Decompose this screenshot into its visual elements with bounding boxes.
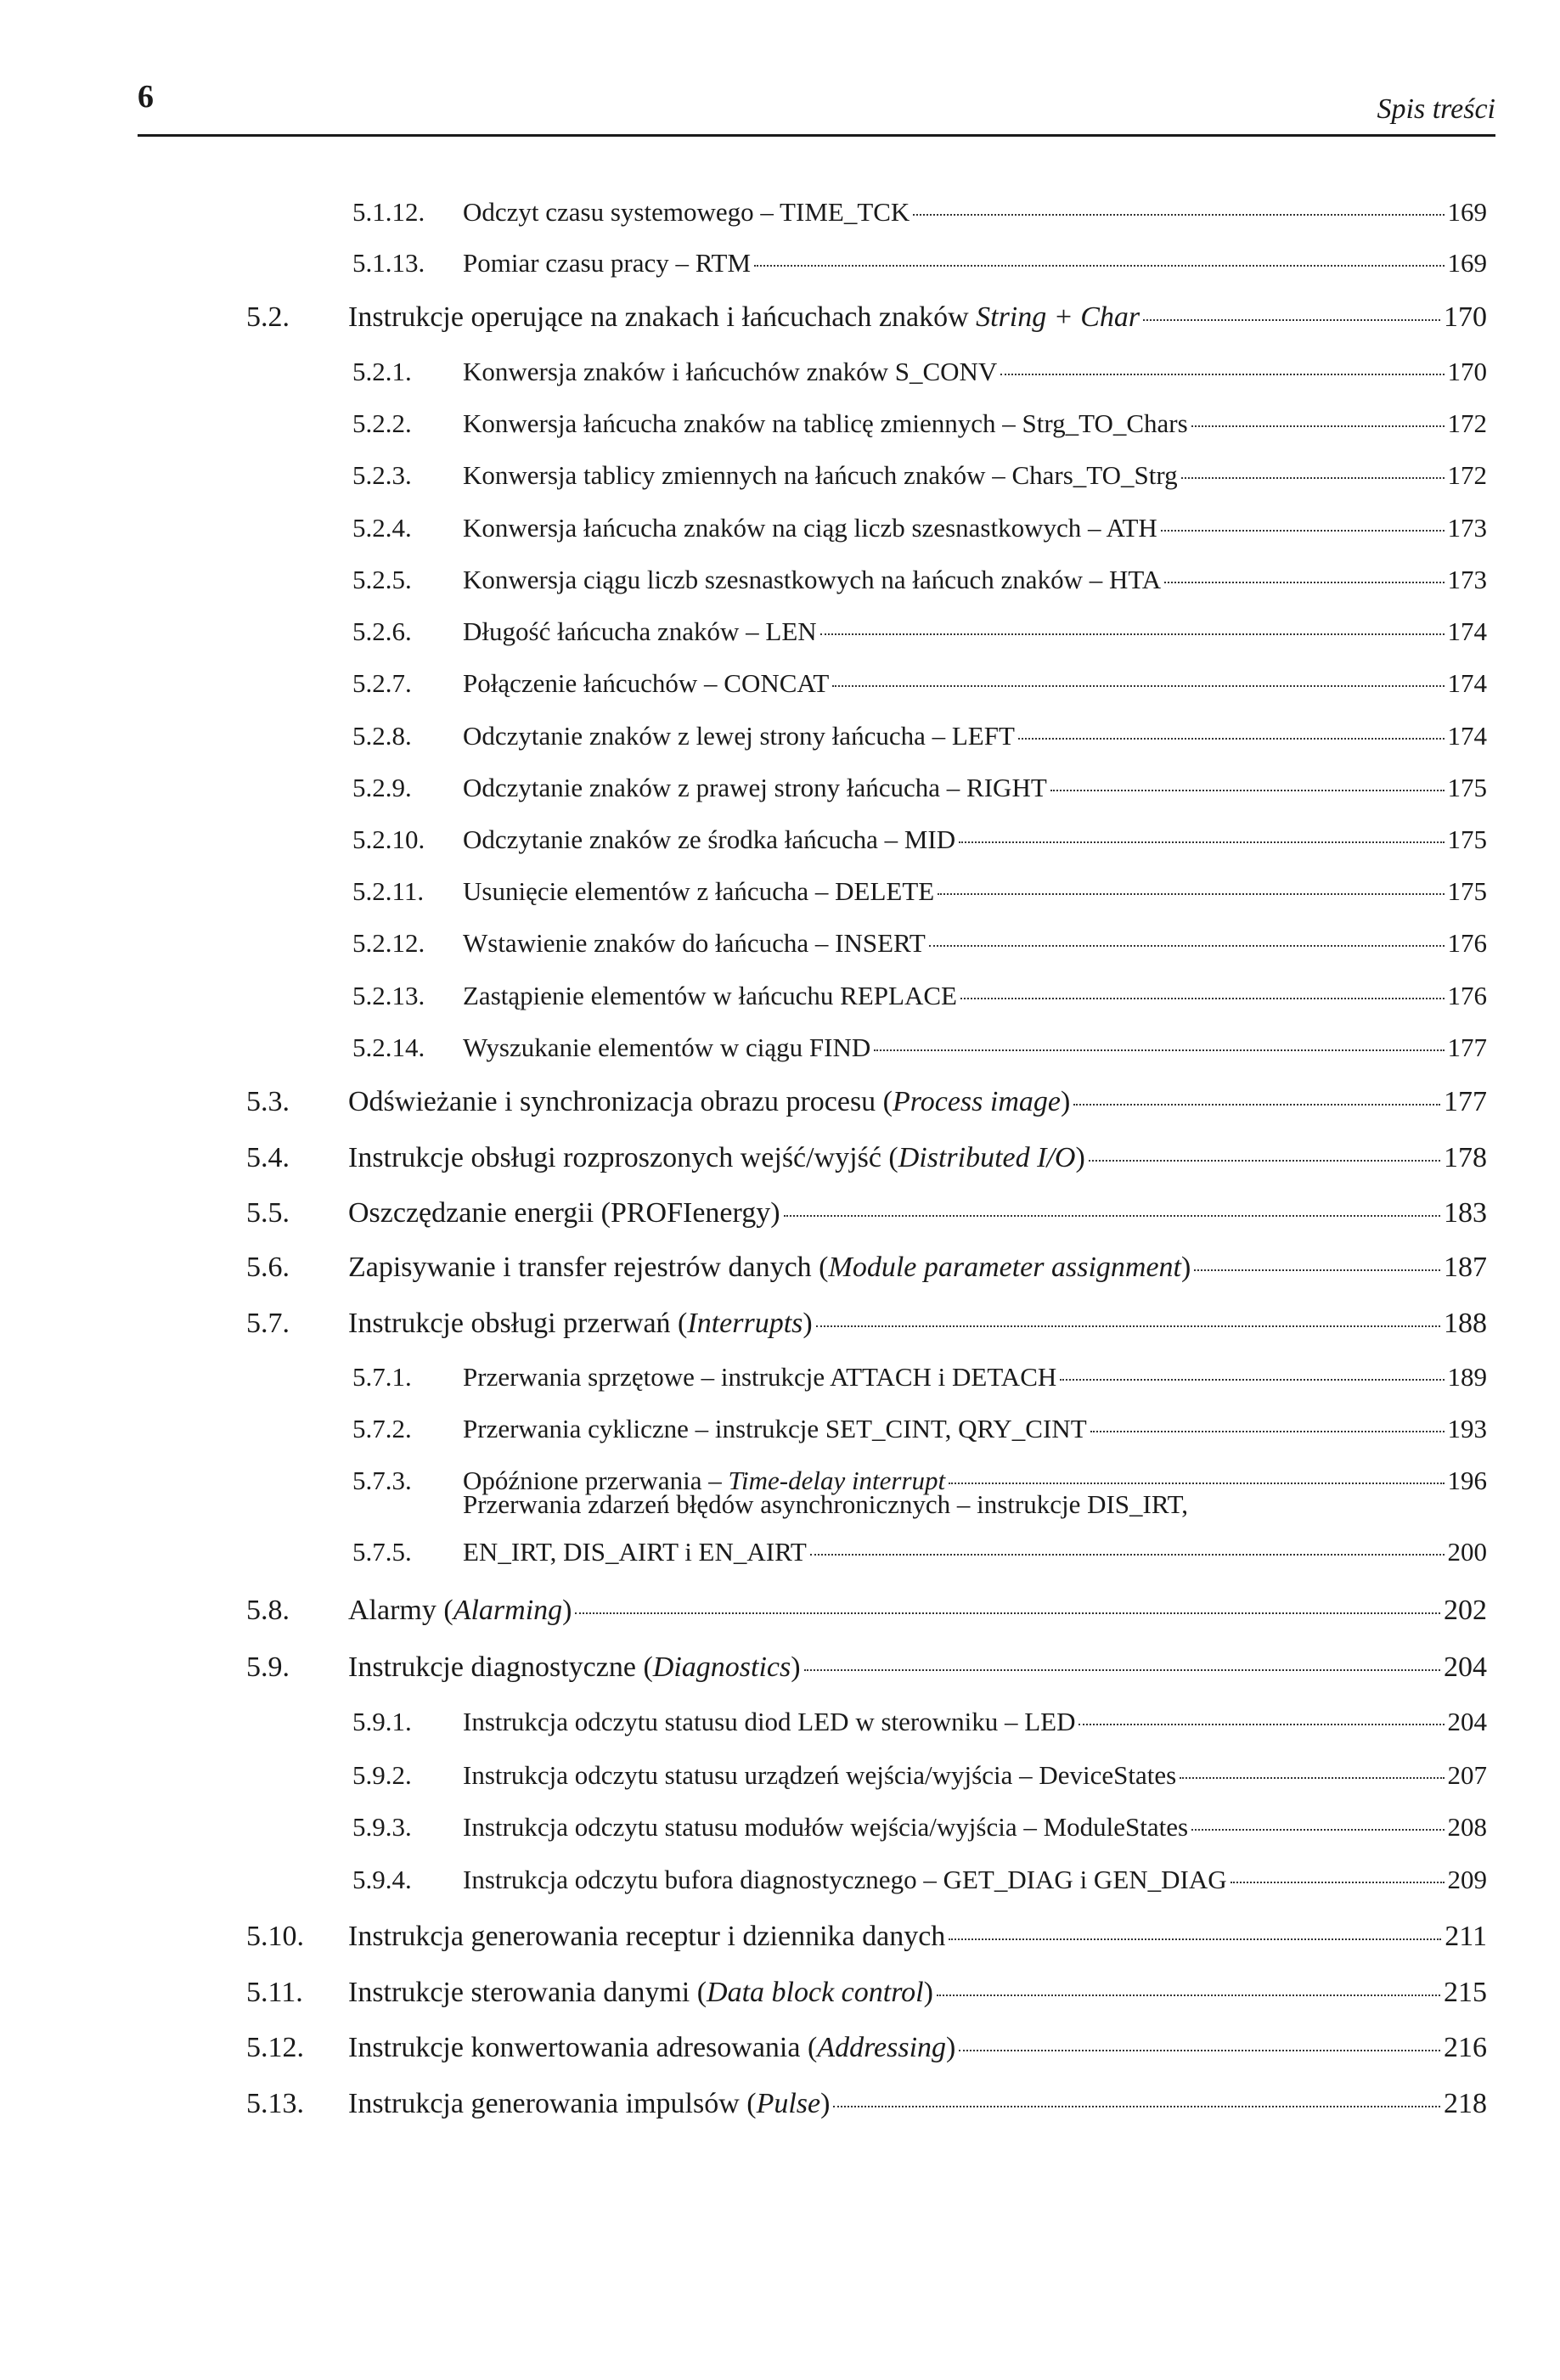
toc-entry-title: Odczyt czasu systemowego – TIME_TCK	[463, 197, 910, 227]
toc-entry-number: 5.3.	[246, 1086, 290, 1117]
toc-entry-title: Przerwania cykliczne – instrukcje SET_CINT, QRY_CINT	[463, 1414, 1087, 1443]
toc-entry-title: Konwersja znaków i łańcuchów znaków S_CONV	[463, 357, 998, 386]
toc-entry[interactable]	[246, 1197, 1487, 1229]
toc-leader-dots	[1060, 1379, 1444, 1381]
toc-leader-dots	[784, 1215, 1440, 1217]
toc-entry-number: 5.7.5.	[352, 1537, 412, 1567]
toc-entry-page: 187	[1444, 1252, 1487, 1283]
toc-entry[interactable]	[352, 1760, 1487, 1791]
header-rule	[138, 134, 1495, 137]
toc-leader-dots	[1090, 1431, 1445, 1432]
toc-entry-page: 208	[1447, 1812, 1487, 1842]
toc-entry-title: Oszczędzanie energii (PROFIenergy)	[348, 1197, 780, 1229]
toc-entry[interactable]	[352, 1414, 1487, 1444]
toc-entry-page: 207	[1447, 1760, 1487, 1790]
toc-entry-page: 177	[1447, 1032, 1487, 1062]
toc-leader-dots	[1089, 1160, 1440, 1162]
toc-entry-number: 5.2.12.	[352, 928, 425, 958]
toc-entry-number: 5.2.10.	[352, 824, 425, 854]
toc-entry-title: Instrukcje obsługi rozproszonych wejść/wyjść (Distributed I/O)	[348, 1142, 1085, 1173]
toc-entry[interactable]	[352, 513, 1487, 543]
toc-entry-title: EN_IRT, DIS_AIRT i EN_AIRT	[463, 1537, 807, 1567]
toc-entry-page: 176	[1447, 981, 1487, 1010]
toc-entry-page: 216	[1444, 2032, 1487, 2063]
toc-entry-title: Konwersja łańcucha znaków na ciąg liczb szesnastkowych – ATH	[463, 513, 1157, 543]
toc-entry-title: Wyszukanie elementów w ciągu FIND	[463, 1032, 871, 1062]
toc-entry[interactable]	[246, 2032, 1487, 2064]
toc-entry[interactable]	[246, 1308, 1487, 1340]
toc-entry-title: Zapisywanie i transfer rejestrów danych (Module parameter assignment)	[348, 1252, 1191, 1283]
toc-entry-title: Instrukcje operujące na znakach i łańcuchach znaków String + Char	[348, 301, 1140, 333]
toc-entry-number: 5.2.3.	[352, 460, 412, 490]
toc-entry-number: 5.7.3.	[352, 1466, 412, 1495]
toc-entry[interactable]	[352, 565, 1487, 595]
toc-entry-title: Instrukcja generowania impulsów (Pulse)	[348, 2088, 831, 2119]
toc-entry-page: 209	[1447, 1865, 1487, 1894]
toc-entry-page: 183	[1444, 1197, 1487, 1229]
toc-entry-number: 5.2.9.	[352, 773, 412, 802]
toc-entry[interactable]	[246, 1142, 1487, 1174]
toc-entry[interactable]	[352, 876, 1487, 907]
toc-entry[interactable]	[352, 928, 1487, 959]
toc-entry-title: Konwersja tablicy zmiennych na łańcuch znaków – Chars_TO_Strg	[463, 460, 1178, 490]
toc-entry-page: 174	[1447, 616, 1487, 646]
toc-leader-dots	[833, 2106, 1440, 2107]
toc-leader-dots	[754, 265, 1444, 267]
toc-entry-number: 5.2.	[246, 301, 290, 333]
toc-leader-dots	[1164, 582, 1444, 583]
toc-leader-dots	[575, 1612, 1440, 1614]
toc-entry[interactable]	[246, 2088, 1487, 2120]
toc-entry[interactable]	[352, 773, 1487, 803]
toc-entry-number: 5.2.7.	[352, 668, 412, 698]
toc-entry[interactable]	[352, 197, 1487, 228]
toc-entry-number: 5.2.4.	[352, 513, 412, 543]
toc-entry-page: 169	[1447, 248, 1487, 278]
toc-entry-page: 176	[1447, 928, 1487, 958]
toc-entry[interactable]	[246, 1651, 1487, 1684]
toc-leader-dots	[1000, 374, 1444, 375]
toc-entry-page: 175	[1447, 773, 1487, 802]
toc-leader-dots	[1018, 738, 1445, 740]
toc-entry[interactable]	[352, 668, 1487, 699]
toc-entry-page: 172	[1447, 460, 1487, 490]
toc-entry-title: Opóźnione przerwania – Time-delay interrupt	[463, 1466, 946, 1495]
toc-entry[interactable]	[246, 1921, 1487, 1953]
toc-leader-dots	[959, 2050, 1440, 2051]
toc-leader-dots	[1231, 1882, 1445, 1883]
toc-entry-title: Wstawienie znaków do łańcucha – INSERT	[463, 928, 926, 958]
toc-entry-title: Odświeżanie i synchronizacja obrazu procesu (Process image)	[348, 1086, 1071, 1117]
toc-entry-number: 5.11.	[246, 1977, 303, 2008]
toc-entry-number: 5.9.4.	[352, 1865, 412, 1894]
toc-entry[interactable]	[352, 824, 1487, 855]
toc-entry-number: 5.2.13.	[352, 981, 425, 1010]
toc-leader-dots	[1180, 1777, 1444, 1779]
toc-entry[interactable]	[352, 1865, 1487, 1895]
toc-leader-dots	[913, 214, 1444, 216]
toc-entry-title: Instrukcje obsługi przerwań (Interrupts)	[348, 1308, 813, 1339]
toc-leader-dots	[1073, 1104, 1440, 1106]
toc-entry-number: 5.7.	[246, 1308, 290, 1339]
toc-leader-dots	[938, 893, 1444, 895]
toc-entry[interactable]	[352, 408, 1487, 439]
toc-entry-number: 5.12.	[246, 2032, 304, 2063]
toc-leader-dots	[1078, 1724, 1444, 1725]
toc-entry[interactable]	[352, 1812, 1487, 1843]
toc-leader-dots	[1181, 477, 1445, 479]
toc-entry-title: Połączenie łańcuchów – CONCAT	[463, 668, 830, 698]
toc-leader-dots	[1161, 530, 1445, 532]
page-number: 6	[138, 79, 154, 115]
toc-entry[interactable]	[246, 1252, 1487, 1284]
toc-entry-title: Usunięcie elementów z łańcucha – DELETE	[463, 876, 935, 906]
toc-entry-page: 173	[1447, 565, 1487, 594]
toc-entry[interactable]	[352, 1707, 1487, 1737]
toc-leader-dots	[960, 998, 1445, 999]
toc-entry-page: 193	[1447, 1414, 1487, 1443]
toc-entry-number: 5.7.2.	[352, 1414, 412, 1443]
toc-entry-page: 177	[1444, 1086, 1487, 1117]
toc-entry-title: Przerwania sprzętowe – instrukcje ATTACH i DETACH	[463, 1362, 1057, 1392]
toc-entry-title: Instrukcja odczytu bufora diagnostycznego – GET_DIAG i GEN_DIAG	[463, 1865, 1227, 1894]
toc-entry-number: 5.2.8.	[352, 721, 412, 751]
toc-entry[interactable]	[246, 1595, 1487, 1627]
toc-leader-dots	[1050, 790, 1445, 791]
toc-entry-page: 189	[1447, 1362, 1487, 1392]
toc-entry-number: 5.1.13.	[352, 248, 425, 278]
toc-entry-page: 196	[1447, 1466, 1487, 1495]
toc-entry-page: 174	[1447, 721, 1487, 751]
toc-entry-page: 170	[1444, 301, 1487, 333]
running-title: Spis treści	[1377, 93, 1495, 125]
toc-entry-page: 170	[1447, 357, 1487, 386]
toc-entry-number: 5.10.	[246, 1921, 304, 1952]
toc-entry-page: 173	[1447, 513, 1487, 543]
toc-entry[interactable]	[246, 1086, 1487, 1118]
toc-entry-title: Konwersja ciągu liczb szesnastkowych na łańcuch znaków – HTA	[463, 565, 1162, 594]
toc-entry-page: 200	[1447, 1537, 1487, 1567]
toc-entry-number: 5.4.	[246, 1142, 290, 1173]
toc-entry-number: 5.6.	[246, 1252, 290, 1283]
toc-entry-title: Instrukcja generowania receptur i dziennika danych	[348, 1921, 946, 1952]
toc-entry-number: 5.2.5.	[352, 565, 412, 594]
toc-entry-title: Instrukcja odczytu statusu diod LED w sterowniku – LED	[463, 1707, 1076, 1736]
toc-entry[interactable]	[352, 357, 1487, 387]
toc-entry[interactable]	[352, 1032, 1487, 1063]
toc-entry[interactable]	[352, 1537, 1487, 1567]
toc-entry-title: Zastąpienie elementów w łańcuchu REPLACE	[463, 981, 957, 1010]
toc-leader-dots	[804, 1669, 1440, 1671]
toc-entry-number: 5.2.1.	[352, 357, 412, 386]
toc-entry-title-line1: Przerwania zdarzeń błędów asynchronicznych – instrukcje DIS_IRT,	[463, 1489, 1189, 1519]
toc-entry-page: 188	[1444, 1308, 1487, 1339]
toc-entry-page: 174	[1447, 668, 1487, 698]
toc-leader-dots	[1191, 425, 1445, 427]
toc-leader-dots	[937, 1995, 1440, 1996]
toc-leader-dots	[1143, 319, 1440, 321]
toc-entry-title: Odczytanie znaków z prawej strony łańcucha – RIGHT	[463, 773, 1047, 802]
toc-entry-title: Instrukcja odczytu statusu urządzeń wejścia/wyjścia – DeviceStates	[463, 1760, 1177, 1790]
toc-entry-title: Konwersja łańcucha znaków na tablicę zmiennych – Strg_TO_Chars	[463, 408, 1188, 438]
toc-entry-page: 175	[1447, 824, 1487, 854]
toc-leader-dots	[874, 1049, 1444, 1051]
toc-entry-number: 5.9.3.	[352, 1812, 412, 1842]
toc-entry-title: Instrukcja odczytu statusu modułów wejścia/wyjścia – ModuleStates	[463, 1812, 1189, 1842]
toc-entry-title: Alarmy (Alarming)	[348, 1595, 572, 1626]
toc-entry-number: 5.2.2.	[352, 408, 412, 438]
toc-entry-number: 5.9.	[246, 1651, 290, 1683]
toc-entry-title: Instrukcje diagnostyczne (Diagnostics)	[348, 1651, 801, 1683]
toc-entry-number: 5.9.2.	[352, 1760, 412, 1790]
toc-leader-dots	[832, 685, 1444, 687]
toc-entry-number: 5.2.6.	[352, 616, 412, 646]
toc-entry[interactable]	[352, 1362, 1487, 1393]
toc-entry-number: 5.1.12.	[352, 197, 425, 227]
toc-entry-page: 215	[1444, 1977, 1487, 2008]
toc-leader-dots	[820, 633, 1445, 635]
toc-leader-dots	[810, 1554, 1445, 1556]
toc-entry-page: 204	[1444, 1651, 1487, 1683]
toc-entry-page: 178	[1444, 1142, 1487, 1173]
toc-leader-dots	[816, 1325, 1440, 1327]
toc-entry-page: 202	[1444, 1595, 1487, 1626]
toc-entry[interactable]	[246, 1977, 1487, 2009]
toc-entry-title: Odczytanie znaków z lewej strony łańcucha – LEFT	[463, 721, 1015, 751]
toc-entry-number: 5.5.	[246, 1197, 290, 1229]
toc-entry-number: 5.13.	[246, 2088, 304, 2119]
toc-leader-dots	[1191, 1829, 1444, 1831]
toc-entry[interactable]	[246, 301, 1487, 334]
toc-entry-number: 5.9.1.	[352, 1707, 412, 1736]
toc-leader-dots	[959, 841, 1444, 843]
toc-entry[interactable]	[352, 460, 1487, 491]
toc-entry-page: 175	[1447, 876, 1487, 906]
toc-leader-dots	[949, 1483, 1444, 1484]
toc-leader-dots	[929, 945, 1445, 947]
toc-entry-page: 211	[1445, 1921, 1487, 1952]
toc-entry-title: Długość łańcucha znaków – LEN	[463, 616, 817, 646]
toc-entry[interactable]	[352, 616, 1487, 647]
toc-entry-title: Pomiar czasu pracy – RTM	[463, 248, 752, 278]
toc-entry-page: 218	[1444, 2088, 1487, 2119]
toc-leader-dots	[949, 1938, 1441, 1940]
toc-entry[interactable]	[352, 721, 1487, 751]
toc-entry-title: Instrukcje konwertowania adresowania (Addressing)	[348, 2032, 956, 2063]
toc-entry-number: 5.2.14.	[352, 1032, 425, 1062]
toc-entry-number: 5.8.	[246, 1595, 290, 1626]
toc-entry-number: 5.7.1.	[352, 1362, 412, 1392]
toc-entry[interactable]	[352, 981, 1487, 1011]
toc-entry-page: 204	[1447, 1707, 1487, 1736]
toc-entry-title: Instrukcje sterowania danymi (Data block control)	[348, 1977, 933, 2008]
toc-entry-page: 169	[1447, 197, 1487, 227]
toc-leader-dots	[1194, 1269, 1440, 1271]
toc-entry-title: Odczytanie znaków ze środka łańcucha – MID	[463, 824, 956, 854]
toc-entry[interactable]	[352, 248, 1487, 279]
toc-entry-number: 5.2.11.	[352, 876, 425, 906]
toc-entry-page: 172	[1447, 408, 1487, 438]
